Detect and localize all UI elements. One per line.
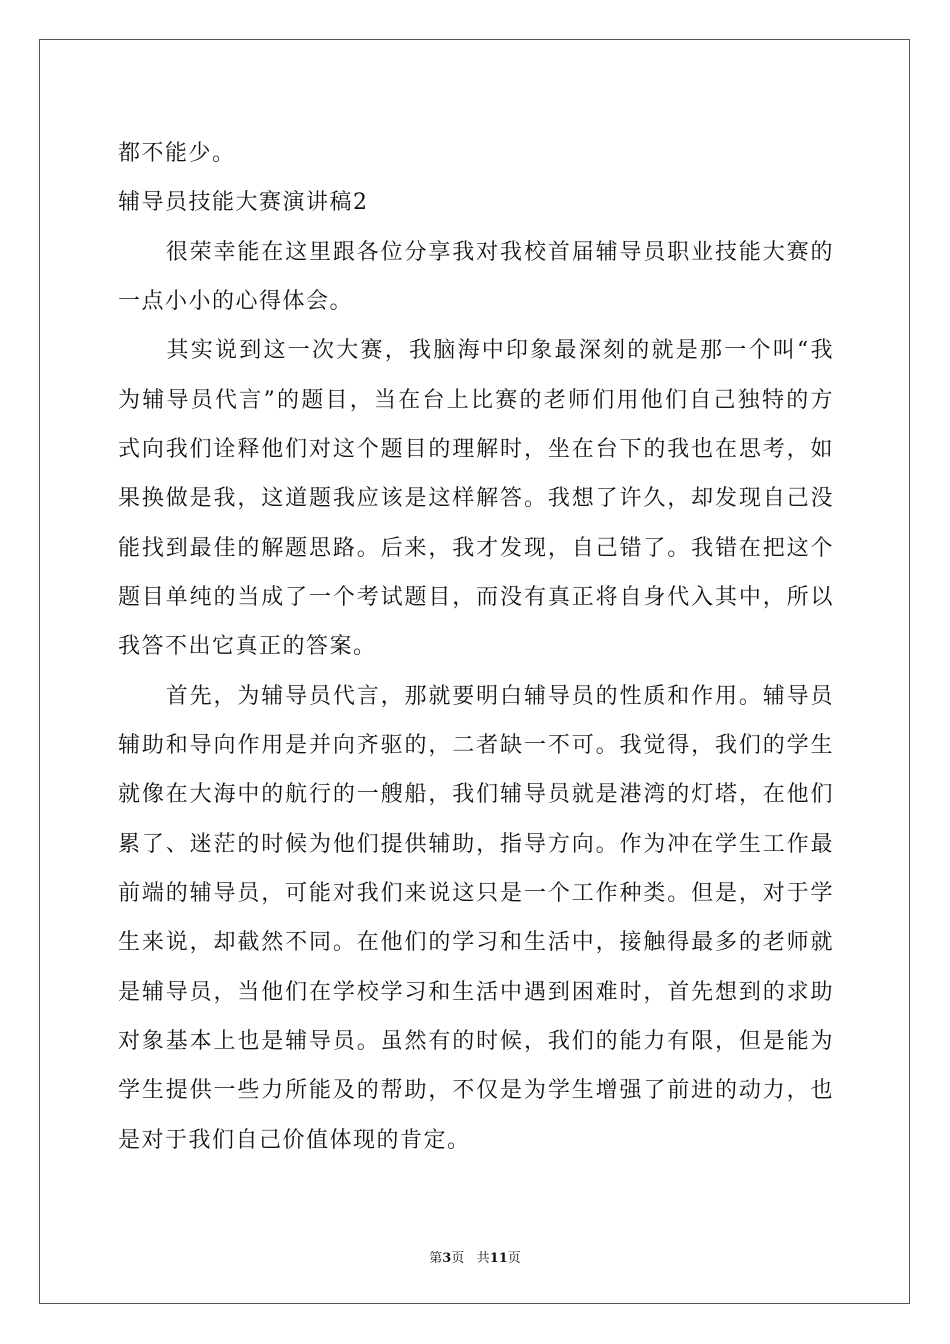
footer-page-suffix: 页 <box>451 1251 465 1266</box>
text-line: 辅助和导向作用是并向齐驱的，二者缺一不可。我觉得，我们的学生 <box>118 733 834 758</box>
footer-total-suffix: 页 <box>507 1251 521 1266</box>
text-line: 果换做是我，这道题我应该是这样解答。我想了许久，却发现自己没 <box>118 486 834 511</box>
footer-total-prefix: 共 <box>476 1251 490 1266</box>
text-line: 其实说到这一次大赛，我脑海中印象最深刻的就是那一个叫“我 <box>118 338 834 363</box>
text-line: 是对于我们自己价值体现的肯定。 <box>118 1128 471 1153</box>
page-border <box>39 39 910 1304</box>
text-line: 生来说，却截然不同。在他们的学习和生活中，接触得最多的老师就 <box>118 930 834 955</box>
section-title: 辅导员技能大赛演讲稿2 <box>118 190 369 215</box>
text-line: 前端的辅导员，可能对我们来说这只是一个工作种类。但是，对于学 <box>118 881 834 906</box>
text-line: 我答不出它真正的答案。 <box>118 634 377 659</box>
text-line: 式向我们诠释他们对这个题目的理解时，坐在台下的我也在思考，如 <box>118 437 834 462</box>
footer-prefix: 第 <box>429 1251 443 1266</box>
text-line: 题目单纯的当成了一个考试题目，而没有真正将自身代入其中，所以 <box>118 585 834 610</box>
text-line: 首先，为辅导员代言，那就要明白辅导员的性质和作用。辅导员 <box>118 684 834 709</box>
page-footer <box>0 1247 950 1266</box>
footer-page-number: 3 <box>442 1251 452 1266</box>
text-line: 能找到最佳的解题思路。后来，我才发现，自己错了。我错在把这个 <box>118 536 834 561</box>
text-line: 就像在大海中的航行的一艘船，我们辅导员就是港湾的灯塔，在他们 <box>118 782 834 807</box>
text-line: 都不能少。 <box>118 141 236 166</box>
text-line: 是辅导员，当他们在学校学习和生活中遇到困难时，首先想到的求助 <box>118 980 834 1005</box>
text-line: 为辅导员代言”的题目，当在台上比赛的老师们用他们自己独特的方 <box>118 388 834 413</box>
text-line: 累了、迷茫的时候为他们提供辅助，指导方向。作为冲在学生工作最 <box>118 832 834 857</box>
footer-total-pages: 11 <box>489 1251 508 1266</box>
text-line: 一点小小的心得体会。 <box>118 289 354 314</box>
text-line: 学生提供一些力所能及的帮助，不仅是为学生增强了前进的动力，也 <box>118 1078 834 1103</box>
text-line: 对象基本上也是辅导员。虽然有的时候，我们的能力有限，但是能为 <box>118 1029 834 1054</box>
text-line: 很荣幸能在这里跟各位分享我对我校首届辅导员职业技能大赛的 <box>118 240 834 265</box>
